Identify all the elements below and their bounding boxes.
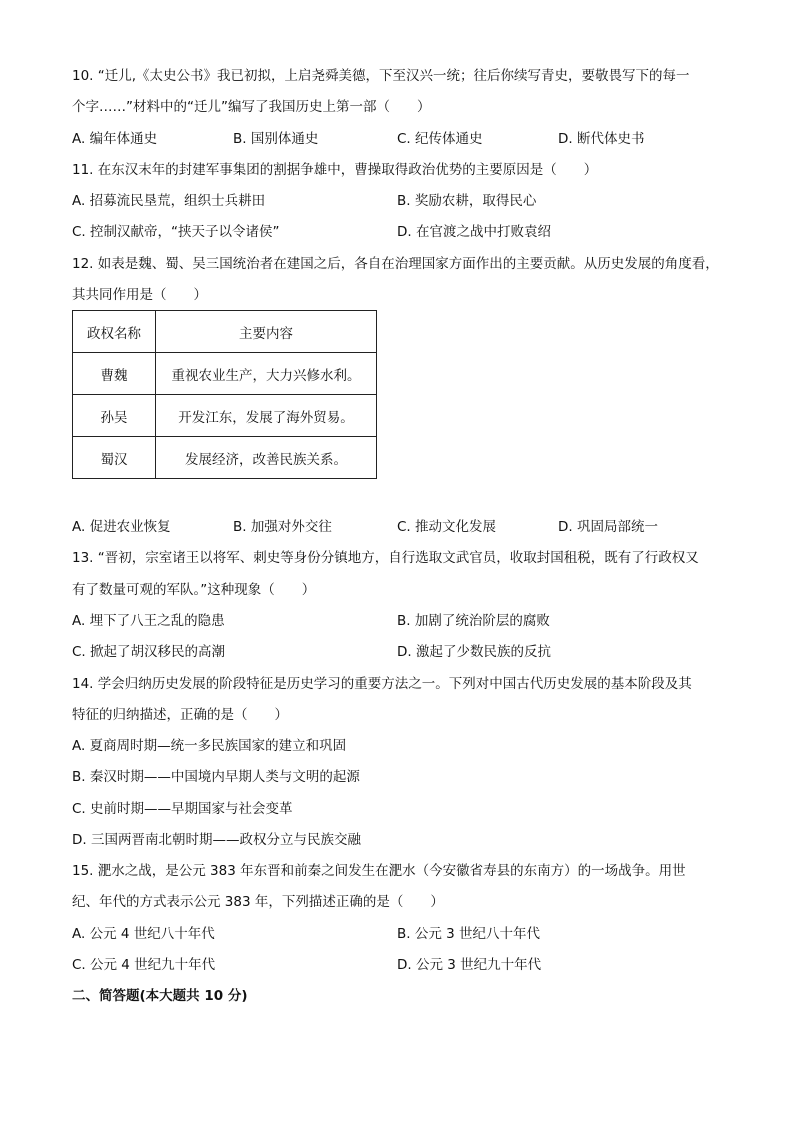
q12-stem-line2: 其共同作用是（ ）	[72, 287, 207, 303]
q13-option-d: D. 激起了少数民族的反抗	[397, 644, 551, 660]
q15-option-c: C. 公元 4 世纪九十年代	[72, 957, 216, 973]
q10-option-c: C. 纪传体通史	[397, 131, 483, 147]
q15-stem-line2: 纪、年代的方式表示公元 383 年，下列描述正确的是（ ）	[72, 894, 444, 910]
q15-option-d: D. 公元 3 世纪九十年代	[397, 957, 542, 973]
q13-stem-line2: 有了数量可观的军队。”这种现象（ ）	[72, 582, 316, 598]
table-header-row	[73, 311, 377, 353]
table-cell: 蜀汉	[73, 437, 156, 479]
table-cell: 重视农业生产，大力兴修水利。	[156, 353, 377, 395]
q14-stem-line1: 14. 学会归纳历史发展的阶段特征是历史学习的重要方法之一。下列对中国古代历史发展的基本阶段及其	[72, 676, 692, 692]
q12-stem-line1: 12. 如表是魏、蜀、吴三国统治者在建国之后，各自在治理国家方面作出的主要贡献。从历史发展的角度看，	[72, 256, 719, 272]
q10-option-a: A. 编年体通史	[72, 131, 158, 147]
q11-option-c: C. 控制汉献帝，“挟天子以令诸侯”	[72, 224, 280, 240]
q10-stem-line1: 10. “迁儿,《太史公书》我已初拟，上启尧舜美德，下至汉兴一统；往后你续写青史，要敬畏写下的每一	[72, 68, 690, 84]
q12-option-b: B. 加强对外交往	[233, 519, 332, 535]
q11-stem-line1: 11. 在东汉末年的封建军事集团的割据争雄中，曹操取得政治优势的主要原因是（ ）	[72, 162, 598, 178]
q13-stem-line1: 13. “晋初，宗室诸王以将军、刺史等身份分镇地方，自行选取文武官员，收取封国租税，既有了行政权又	[72, 550, 699, 566]
q14-option-b: B. 秦汉时期——中国境内早期人类与文明的起源	[72, 769, 360, 785]
q14-option-d: D. 三国两晋南北朝时期——政权分立与民族交融	[72, 832, 361, 848]
q11-option-a: A. 招募流民垦荒，组织士兵耕田	[72, 193, 266, 209]
table-cell: 孙吴	[73, 395, 156, 437]
table-cell: 发展经济，改善民族关系。	[156, 437, 377, 479]
table-header-cell: 政权名称	[73, 311, 156, 353]
section-title: 二、简答题(本大题共 10 分)	[72, 988, 248, 1004]
table-row	[73, 353, 377, 395]
q15-stem-line1: 15. 淝水之战，是公元 383 年东晋和前秦之间发生在淝水（今安徽省寿县的东南方）的一场战争。用世	[72, 863, 686, 879]
q10-option-b: B. 国别体通史	[233, 131, 319, 147]
q13-option-b: B. 加剧了统治阶层的腐败	[397, 613, 550, 629]
q15-option-b: B. 公元 3 世纪八十年代	[397, 926, 541, 942]
q12-option-a: A. 促进农业恢复	[72, 519, 171, 535]
q11-option-b: B. 奖励农耕，取得民心	[397, 193, 537, 209]
q13-option-c: C. 掀起了胡汉移民的高潮	[72, 644, 226, 660]
table-row	[73, 395, 377, 437]
q14-option-c: C. 史前时期——早期国家与社会变革	[72, 801, 293, 817]
table-row	[73, 437, 377, 479]
q12-option-c: C. 推动文化发展	[397, 519, 497, 535]
table-header-cell: 主要内容	[156, 311, 377, 353]
q14-option-a: A. 夏商周时期—统一多民族国家的建立和巩固	[72, 738, 347, 754]
table-cell: 开发江东，发展了海外贸易。	[156, 395, 377, 437]
q10-stem-line2: 个字……”材料中的“迁儿”编写了我国历史上第一部（ ）	[72, 99, 431, 115]
q12-table	[72, 310, 377, 479]
q12-option-d: D. 巩固局部统一	[558, 519, 658, 535]
q15-option-a: A. 公元 4 世纪八十年代	[72, 926, 215, 942]
table-cell: 曹魏	[73, 353, 156, 395]
q11-option-d: D. 在官渡之战中打败袁绍	[397, 224, 551, 240]
q14-stem-line2: 特征的归纳描述，正确的是（ ）	[72, 707, 288, 723]
q13-option-a: A. 埋下了八王之乱的隐患	[72, 613, 225, 629]
q10-option-d: D. 断代体史书	[558, 131, 645, 147]
